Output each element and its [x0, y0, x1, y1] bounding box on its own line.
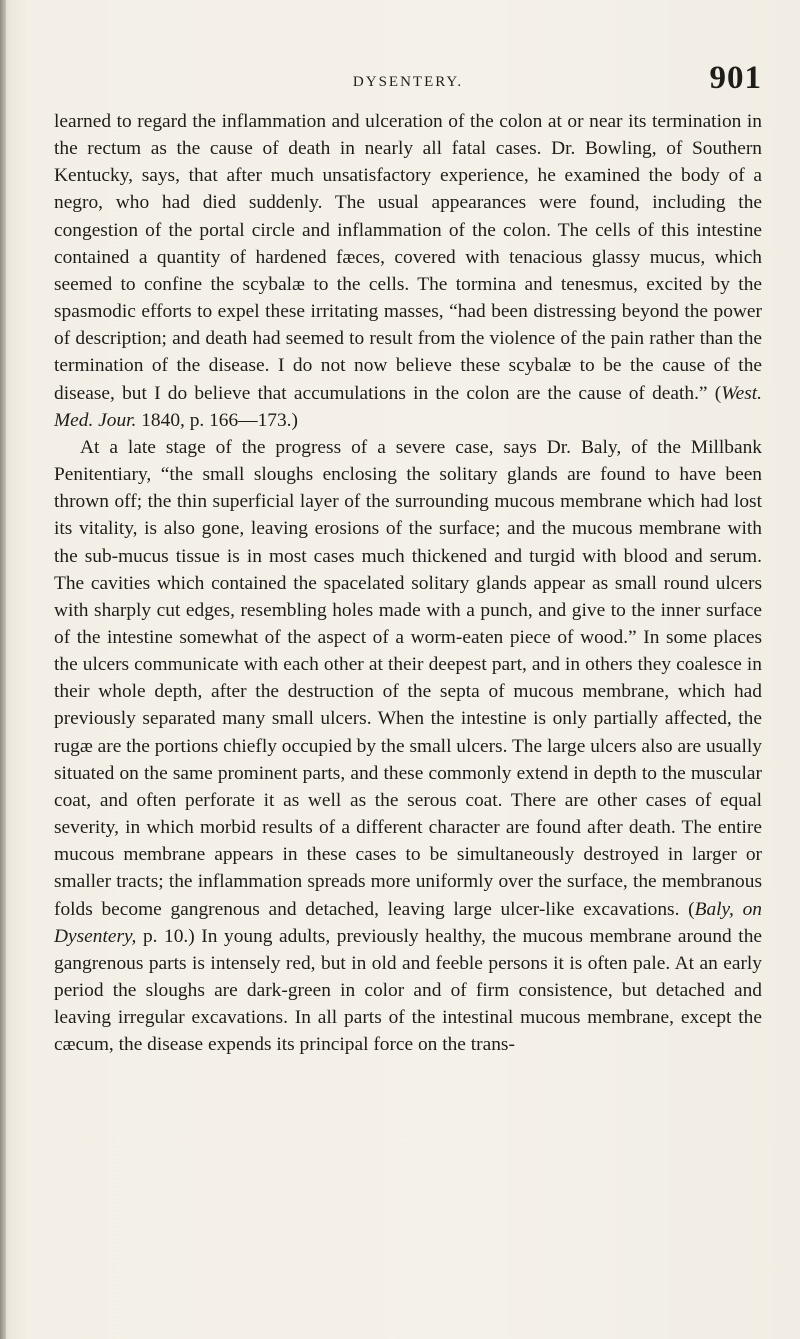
citation-baly-on-dysentery: Baly, on Dysentery,: [54, 898, 762, 947]
body-text: [54, 108, 762, 1058]
paragraph-2-text: At a late stage of the progress of a severe case, says Dr. Baly, of the Millbank Penitentiary, “the small sloughs enclosing the solitary glands are found to have been thrown off; the thin superficial layer of the surrounding mucous membrane which had lost its vitality, is also gone, leaving erosions of the surface; and the mucous membrane with the sub-mucus tissue is in most cases much thickened and turgid with blood and serum. The cavities which contained the spacelated solitary glands appear as small round ulcers with sharply cut edges, resembling holes made with a punch, and give to the inner surface of the intestine somewhat of the aspect of a worm-eaten piece of wood.” In some places the ulcers communicate with each other at their deepest part, and in others they coalesce in their whole depth, after the destruction of the septa of mucous membrane, which had previously separated many small ulcers. When the intestine is only partially affected, the rugæ are the portions chiefly occupied by the small ulcers. The large ulcers also are usually situated on the same prominent parts, and these commonly extend in depth to the muscular coat, and often perforate it as well as the serous coat. There are other cases of equal severity, in which morbid results of a different character are found after death. The entire mucous membrane appears in these cases to be simultaneously destroyed in larger or smaller tracts; the inflammation spreads more uniformly over the surface, the membranous folds become gangrenous and detached, leaving large ulcer-like excavations. (: [54, 436, 762, 920]
page-number: 901: [709, 60, 762, 96]
citation-west-med-jour: West. Med. Jour.: [54, 382, 762, 431]
paragraph-1: [54, 108, 762, 434]
paragraph-1-tail: 1840, p. 166—173.): [136, 409, 298, 431]
page-binding-edge: [0, 0, 6, 1339]
paragraph-2-end: p. 10.) In young adults, previously healthy, the mucous membrane around the gangrenous parts is intensely red, but in old and feeble persons it is often pale. At an early period the sloughs are dark-green in color and of firm consistence, but detached and leaving irregular excavations. In all parts of the intestinal mucous membrane, except the cæcum, the disease expends its principal force on the trans-: [54, 925, 762, 1056]
paragraph-2: [54, 434, 762, 1059]
paragraph-1-text: learned to regard the inflammation and ulceration of the colon at or near its termination in the rectum as the cause of death in nearly all fatal cases. Dr. Bowling, of Southern Kentucky, says, that after much unsatisfactory experience, he examined the body of a negro, who had died suddenly. The usual appearances were found, including the congestion of the portal circle and inflammation of the colon. The cells of this intestine contained a quantity of hardened fæces, covered with tenacious glassy mucus, which seemed to confine the scybalæ to the cells. The tormina and tenesmus, excited by the spasmodic efforts to expel these irritating masses, “had been distressing beyond the power of description; and death had seemed to result from the violence of the pain rather than the termination of the disease. I do not now believe these scybalæ to be the cause of the disease, but I do believe that accumulations in the colon are the cause of death.” (: [54, 111, 762, 404]
running-head: [54, 60, 762, 102]
running-title: DYSENTERY.: [352, 74, 464, 90]
